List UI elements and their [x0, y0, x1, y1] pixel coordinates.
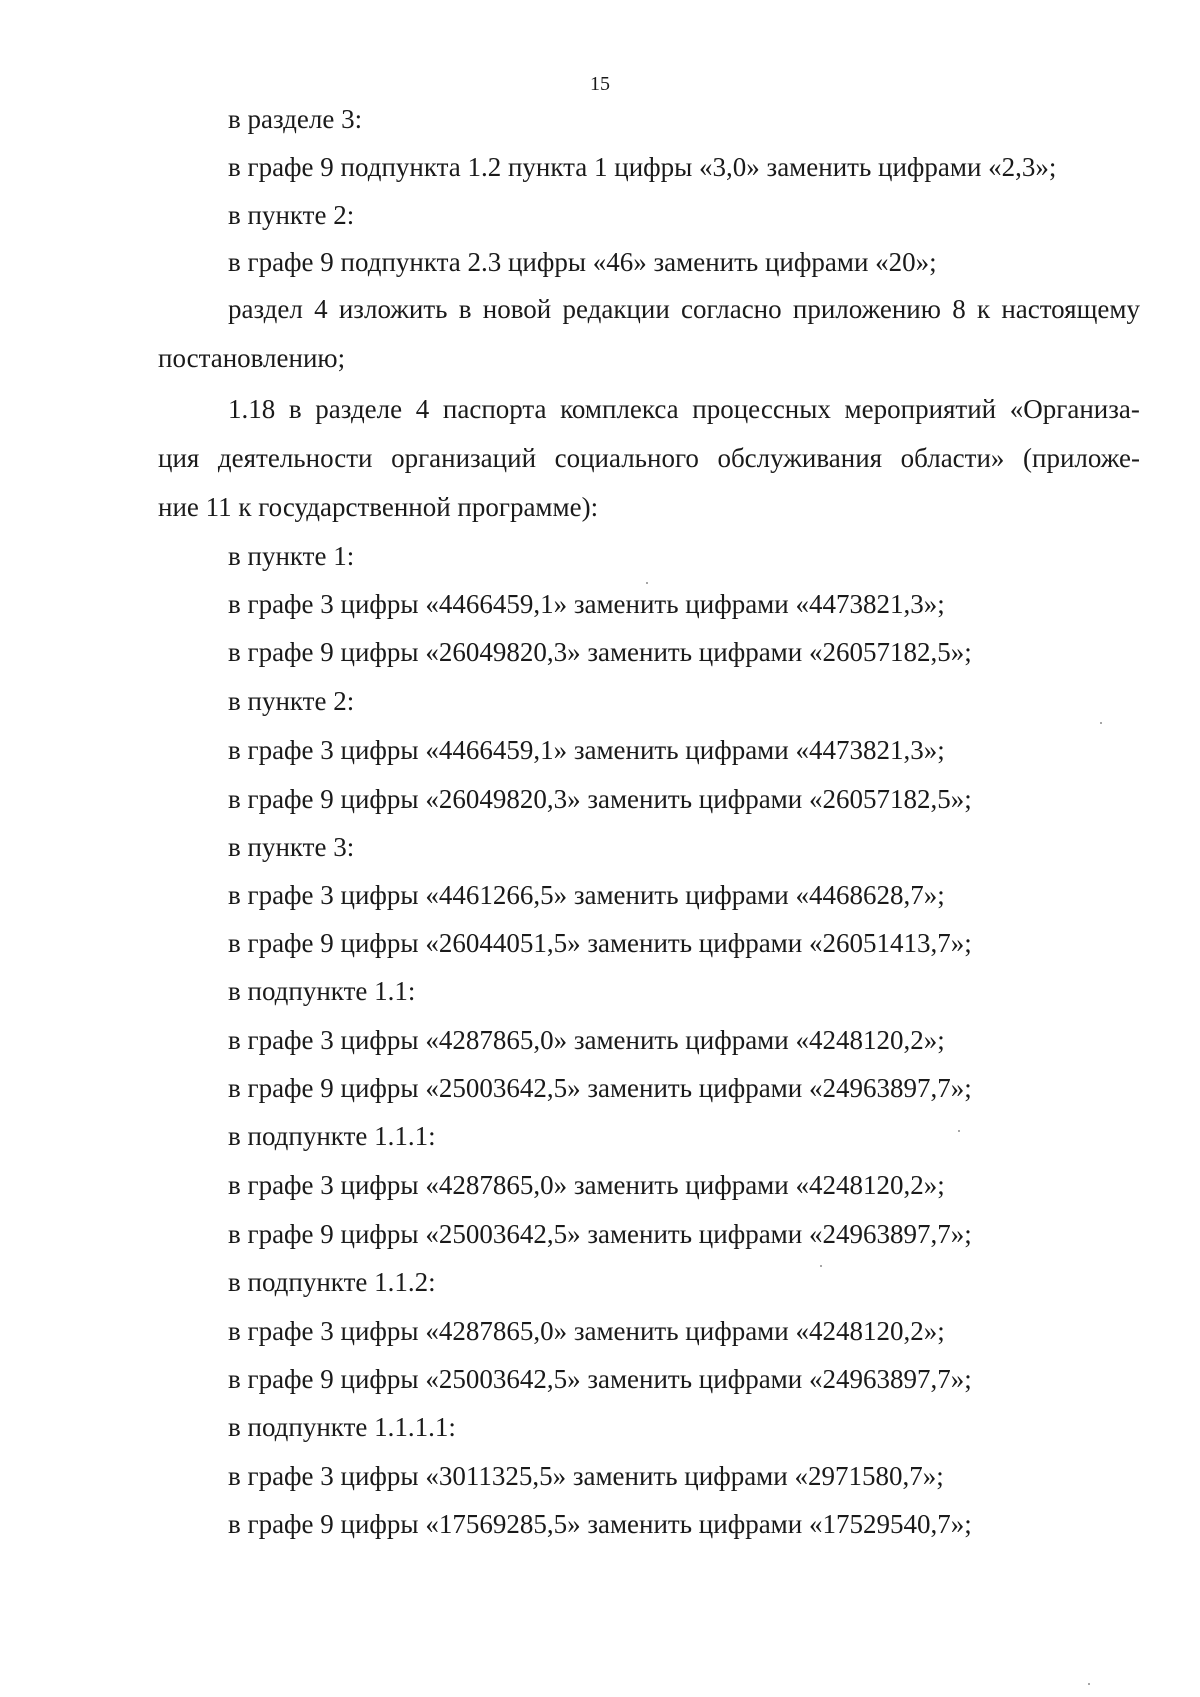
word: приложению — [792, 294, 941, 324]
word: организаций — [391, 443, 537, 473]
scan-speck — [646, 582, 648, 584]
text-line: в разделе 3: — [228, 104, 363, 134]
word: раздел — [228, 294, 303, 324]
word: мероприятий — [844, 394, 997, 424]
word: 4 — [415, 394, 430, 424]
justified-line — [228, 394, 1140, 424]
scan-speck — [1100, 722, 1102, 724]
scan-speck — [1088, 1683, 1090, 1685]
word: обслуживания — [717, 443, 883, 473]
word: изложить — [338, 294, 448, 324]
text-line: в графе 3 цифры «4287865,0» заменить цифрами «4248120,2»; — [228, 1316, 945, 1346]
text-line: в графе 3 цифры «4461266,5» заменить цифрами «4468628,7»; — [228, 880, 945, 910]
word: согласно — [681, 294, 782, 324]
text-line: в подпункте 1.1: — [228, 976, 416, 1006]
word: настоящему — [1001, 294, 1140, 324]
text-line: в подпункте 1.1.1: — [228, 1121, 436, 1151]
scan-speck — [958, 1130, 960, 1132]
word: социального — [554, 443, 699, 473]
text-line: в графе 3 цифры «4287865,0» заменить цифрами «4248120,2»; — [228, 1170, 945, 1200]
word: деятельности — [217, 443, 373, 473]
page-number: 15 — [590, 73, 610, 95]
word: новой — [482, 294, 552, 324]
word: в — [288, 394, 302, 424]
text-line: в графе 9 подпункта 2.3 цифры «46» заменить цифрами «20»; — [228, 247, 937, 277]
text-line: постановлению; — [158, 343, 346, 373]
word: (приложе- — [1023, 443, 1140, 473]
text-line: в графе 9 цифры «26049820,3» заменить цифрами «26057182,5»; — [228, 784, 972, 814]
word: 8 — [952, 294, 966, 324]
text-line: в графе 9 цифры «17569285,5» заменить цифрами «17529540,7»; — [228, 1509, 972, 1539]
text-line: в подпункте 1.1.1.1: — [228, 1412, 456, 1442]
word: процессных — [692, 394, 831, 424]
word: к — [976, 294, 991, 324]
word: 4 — [314, 294, 328, 324]
text-line: в пункте 3: — [228, 832, 355, 862]
text-line: в графе 9 цифры «26049820,3» заменить цифрами «26057182,5»; — [228, 637, 972, 667]
justified-line — [228, 294, 1140, 324]
justified-line — [158, 443, 1140, 473]
word: ция — [158, 443, 200, 473]
scan-speck — [820, 1265, 822, 1267]
word: 1.18 — [228, 394, 276, 424]
text-line: в подпункте 1.1.2: — [228, 1267, 436, 1297]
word: редакции — [562, 294, 670, 324]
word: в — [458, 294, 472, 324]
text-line: в графе 3 цифры «4287865,0» заменить цифрами «4248120,2»; — [228, 1025, 945, 1055]
word: разделе — [315, 394, 403, 424]
text-line: в графе 9 цифры «25003642,5» заменить цифрами «24963897,7»; — [228, 1073, 972, 1103]
text-line: в пункте 2: — [228, 686, 355, 716]
text-line: в графе 9 подпункта 1.2 пункта 1 цифры «3,0» заменить цифрами «2,3»; — [228, 152, 1057, 182]
word: области» — [900, 443, 1005, 473]
text-line: ние 11 к государственной программе): — [158, 492, 599, 522]
text-line: в графе 3 цифры «4466459,1» заменить цифрами «4473821,3»; — [228, 589, 945, 619]
text-line: в пункте 1: — [228, 541, 355, 571]
word: комплекса — [560, 394, 679, 424]
text-line: в графе 3 цифры «3011325,5» заменить цифрами «2971580,7»; — [228, 1461, 944, 1491]
text-line: в пункте 2: — [228, 200, 355, 230]
text-line: в графе 9 цифры «26044051,5» заменить цифрами «26051413,7»; — [228, 928, 972, 958]
text-line: в графе 3 цифры «4466459,1» заменить цифрами «4473821,3»; — [228, 735, 945, 765]
text-line: в графе 9 цифры «25003642,5» заменить цифрами «24963897,7»; — [228, 1364, 972, 1394]
text-line: в графе 9 цифры «25003642,5» заменить цифрами «24963897,7»; — [228, 1219, 972, 1249]
word: «Организа- — [1009, 394, 1140, 424]
word: паспорта — [442, 394, 547, 424]
